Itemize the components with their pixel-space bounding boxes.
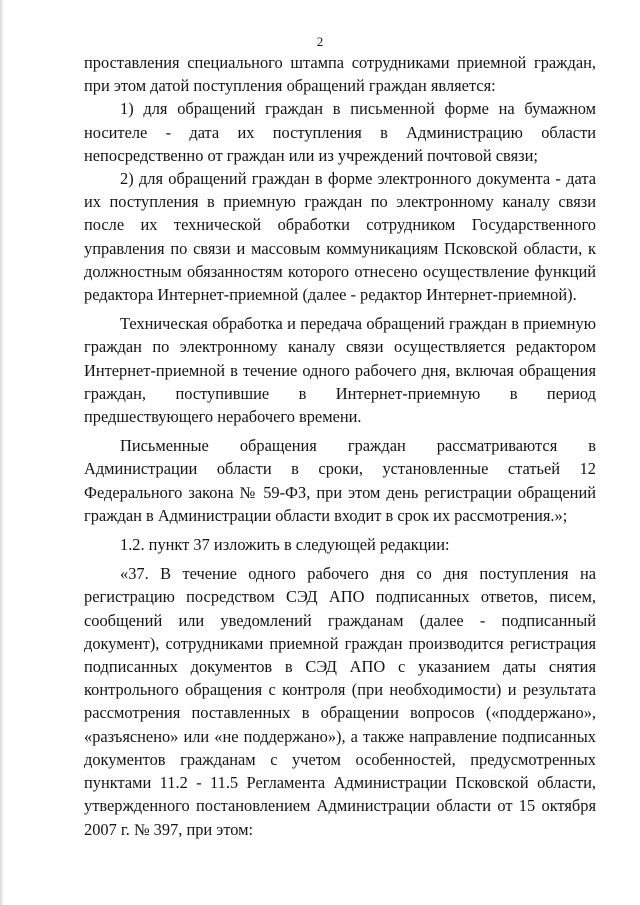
paragraph-6: 1.2. пункт 37 изложить в следующей редакции: xyxy=(120,535,450,555)
paragraph-3: 2) для обращений граждан в форме электронного документа - дата их поступления в приемную граждан по электронному каналу связи после их технической обработки сотрудником Государственного управления по связи и массовым коммуникациям Псковской области, к должностным обязанностям которого отнесено осуществление функций редактора Интернет-приемной (далее - редактор Интернет-приемной). xyxy=(84,169,596,305)
paragraph-1: проставления специального штампа сотрудниками приемной граждан, при этом датой поступления обращений граждан является: xyxy=(84,53,596,96)
document-body xyxy=(84,51,596,841)
scan-edge xyxy=(0,0,4,905)
paragraph-5: Письменные обращения граждан рассматриваются в Администрации области в сроки, установленные статьей 12 Федерального закона № 59-ФЗ, при этом день регистрации обращений граждан в Администрации области входит в срок их рассмотрения.»; xyxy=(84,436,596,525)
paragraph-4: Техническая обработка и передача обращений граждан в приемную граждан по электронному каналу связи осуществляется редактором Интернет-приемной в течение одного рабочего дня, включая обращения граждан, поступившие в Интернет-приемную в период предшествующего нерабочего времени. xyxy=(84,314,596,427)
page-number: 2 xyxy=(316,34,324,49)
paragraph-2: 1) для обращений граждан в письменной форме на бумажном носителе - дата их поступления в Администрацию области непосредственно от граждан или из учреждений почтовой связи; xyxy=(84,99,596,165)
paragraph-7: «37. В течение одного рабочего дня со дня поступления на регистрацию посредством СЭД АПО подписанных ответов, писем, сообщений или уведомлений гражданам (далее - подписанный документ), сотрудниками приемной граждан производится регистрация подписанных документов в СЭД АПО с указанием даты снятия контрольного обращения с контроля (при необходимости) и результата рассмотрения поставленных в обращении вопросов («поддержано», «разъяснено» или «не поддержано»), а также направление подписанных документов гражданам с учетом особенностей, предусмотренных пунктами 11.2 - 11.5 Регламента Администрации Псковской области, утвержденного постановлением Администрации области от 15 октября 2007 г. № 397, при этом: xyxy=(84,564,596,839)
